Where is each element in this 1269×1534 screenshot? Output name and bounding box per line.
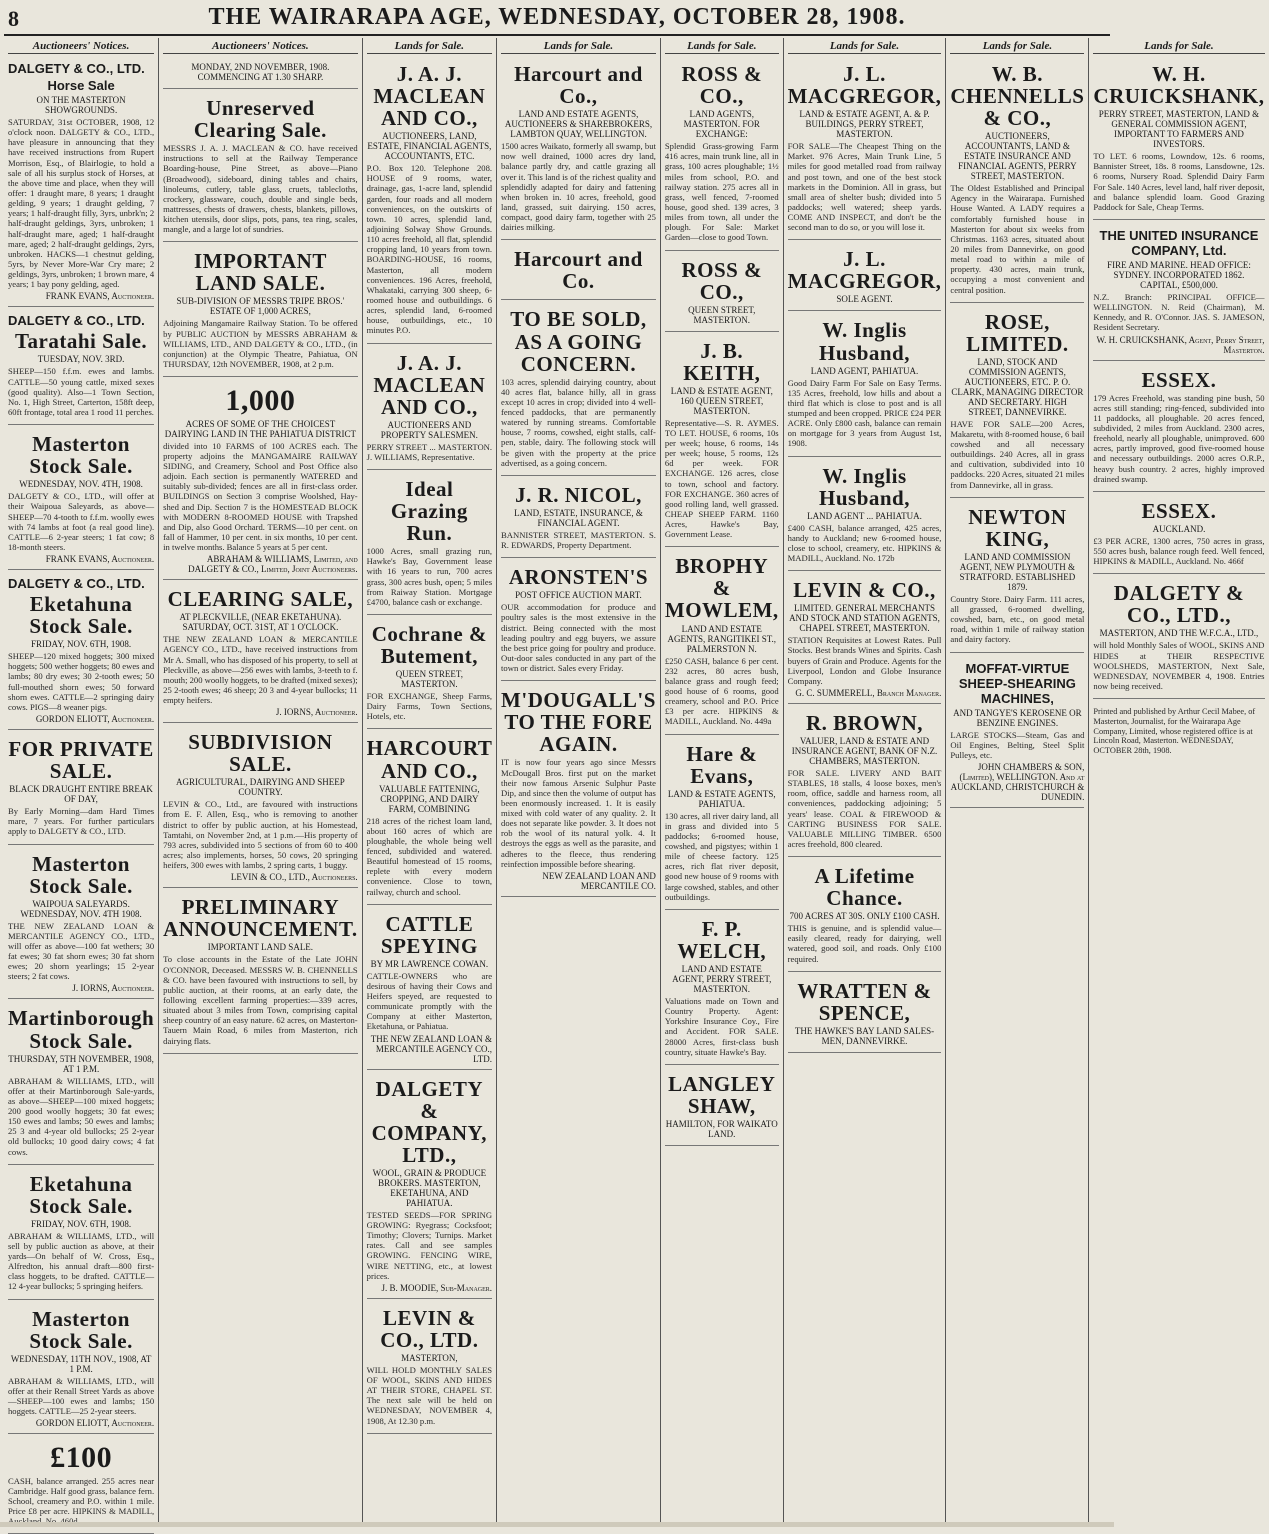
ad-title: BROPHY & MOWLEM, [664, 554, 779, 623]
ad-title: CLEARING SALE, [167, 587, 354, 612]
ad-body: 103 acres, splendid dairying country, about 40 acres flat, balance hilly, all in grass except 10 acres in crop; divided into 4 well-fenced paddocks, that are permanently watered by running streams. Comfortable house, 7 rooms, cowshed, eight stalls, calf-pen, stable, dairy. The following stock will be given with the property at the price advertised, as a going concern. [501, 376, 656, 468]
advertisement [1093, 495, 1264, 574]
column-2 [159, 38, 363, 1523]
advertisement [8, 310, 154, 425]
advertisement [665, 254, 779, 332]
ad-title: LANGLEY SHAW, [668, 1071, 776, 1118]
ad-body: STATION Requisites at Lowest Rates. Pull Stocks. Best brands Wines and Spirits. Cash buyers of Grain and Produce. Agents for the Liverpool, London and Globe Insurance Company. [787, 635, 942, 686]
ad-body: Splendid Grass-growing Farm 416 acres, main trunk line, all in grass, 100 acres ploughable; 1½ miles from school, P.O. and railway station. 275 acres all in grass, well fenced, 7-roomed house, good shed. 139 acres, 3 miles from town, all under the plough. For Sale: Market Garden—close to good Town. [664, 141, 779, 243]
column-heading: Auctioneers' Notices. [163, 40, 358, 54]
ad-body: HAVE FOR SALE—200 Acres, Makaretu, with 8-roomed house, 6 bail cowshed and all necessary outbuildings. 240 Acres, all in grass and cultivation, subdivided into 10 paddocks. 220 Acres, situated 21 miles from Dannevirke, all in grass. [950, 418, 1085, 490]
advertisement [665, 1068, 779, 1146]
ad-subtitle: 700 ACRES AT 30S. ONLY £100 CASH. [789, 911, 940, 922]
masthead [0, 0, 1114, 38]
ad-body: MESSRS J. A. J. MACLEAN & CO. have received instructions to sell at the Railway Temperance Boarding-house, Pine Street, as above—Piano (Broadwood), sideboard, dining tables and chairs, linoleums, cutlery, table glass, cruets, tablecloths, crockery, glassware, couch, double and single beds, mattresses, chests of drawers, chests, blankets, pillows, kitchen utensils, door slips, pots, pans, tea ring, scales, mangle, and a large lot of sundries. [163, 143, 358, 235]
ad-title: Hare & Evans, [686, 741, 758, 788]
advertisement [8, 58, 154, 307]
ad-subtitle: IMPORTANT LAND SALE. [207, 942, 314, 953]
ad-title: Cochrane & Butement, [371, 621, 487, 668]
ad-body: ABRAHAM & WILLIAMS, LTD., will offer at their Martinborough Sale-yards, as above—SHEEP—100 mixed hoggets; 200 good woolly hoggets; 30 fat ewes; 150 ewes and lambs; 50 ewes and lambs; 25 3 and 4-year old bullocks; 25 2-year old bullocks; 10 good dairy cows; 4 fat cows. [8, 1075, 155, 1157]
ad-subtitle: POST OFFICE AUCTION MART. [515, 590, 642, 601]
ad-title: J. R. NICOL, [515, 482, 642, 507]
page-edge [0, 1522, 1114, 1527]
ad-subtitle: LAND AND ESTATE AGENTS, RANGITIKEI ST., PALMERSTON N. [667, 623, 777, 654]
ad-subtitle: LAND AGENT, PAHIATUA. [810, 365, 919, 376]
advertisement [788, 860, 942, 972]
advertisement [665, 913, 779, 1065]
ad-subtitle: LAND AND COMMISSION AGENT, NEW PLYMOUTH & STRATFORD. ESTABLISHED 1879. [959, 551, 1076, 592]
advertisement [788, 707, 942, 857]
advertisement [8, 428, 154, 570]
ad-body: 1000 Acres, small grazing run, Hawke's Bay, Government lease with 16 years to run, 700 acres grass, 300 acres bush, open; 5 miles from Raiway Station. Mortgage £4700, balance cash or exchange. [366, 546, 493, 607]
ad-body: CASH, balance arranged. 255 acres near Cambridge. Half good grass, balance fern. School, creamery and P.O. within 1 mile. Price £8 per acre. HIPKINS & MADILL, [8, 1475, 155, 1517]
advertisement [163, 891, 358, 1053]
ad-subtitle: TUESDAY, NOV. 3RD. [37, 354, 125, 365]
ad-signature: J. B. MOODIE, Sub-Manager. [381, 1282, 493, 1293]
column-heading: Auctioneers' Notices. [8, 40, 154, 54]
advertisement [367, 618, 492, 730]
ad-title: TO BE SOLD, AS A GOING CONCERN. [510, 307, 647, 376]
ad-body: ABRAHAM & WILLIAMS, LTD., will offer at their Renall Street Yards as above—SHEEP—100 ewes and lambs; 150 hoggets. CATTLE—25 2-year steers. [8, 1375, 155, 1417]
ad-subtitle: BLACK DRAUGHT ENTIRE BREAK OF DAY, [9, 784, 153, 805]
ad-title: £100 [50, 1441, 113, 1475]
ad-subtitle: LAND AND ESTATE AGENTS, AUCTIONEERS & SHAREBROKERS, LAMBTON QUAY, WELLINGTON. [504, 109, 653, 140]
ad-subtitle: HAMILTON, FOR WAIKATO LAND. [665, 1118, 778, 1139]
ad-title: J. A. J. MACLEAN AND CO., [373, 62, 486, 131]
ad-signature: J. IORNS, Auctioneer. [72, 983, 155, 994]
ad-subtitle: QUEEN STREET, MASTERTON. [688, 304, 756, 325]
advertisement [367, 347, 492, 470]
advertisement [163, 58, 358, 89]
advertisement [163, 245, 358, 377]
ad-body: LEVIN & CO., Ltd., are favoured with instructions from E. F. Allen, Esq., who is removing to another district to offer by public auction, at his Homestead, Tamtahi, on November 2nd, at 1 p.m.—His property of 793 acres, subdivided into 5 sections of from 60 to 400 acres; also implements, horses, 50 cows, 20 springing heifers, 300 ewes with lambs, 2 spring carts, 1 buggy. [163, 799, 358, 871]
ad-title: A Lifetime Chance. [814, 864, 915, 911]
column-8 [1089, 38, 1268, 1523]
ad-title: SUBDIVISION SALE. [188, 730, 333, 777]
column-heading: Lands for Sale. [1093, 40, 1264, 54]
ad-subtitle: SOLE AGENT. [836, 294, 893, 305]
advertisement [1093, 577, 1264, 699]
ad-subtitle: LAND, ESTATE, INSURANCE, & FINANCIAL AGENT. [514, 507, 643, 528]
ad-signature: GORDON ELIOTT, Auctioneer. [35, 1418, 155, 1429]
ad-subtitle: AUCTIONEERS AND PROPERTY SALESMEN. [380, 419, 478, 440]
ad-subtitle: LAND & ESTATE AGENT, 160 QUEEN STREET, MASTERTON. [670, 385, 773, 416]
ad-body: Good Dairy Farm For Sale on Easy Terms. 135 Acres, freehold, low hills and about a third flat which is close to post and is all stumped and been cropped. PRICE £24 PER ACRE. Only £800 cash, balance can remain on mortgage for 3 years from August 1st, 1908. [787, 377, 942, 449]
advertisement [1093, 58, 1264, 220]
column-3 [363, 38, 497, 1523]
advertisement [665, 335, 779, 548]
ad-subtitle: QUEEN STREET, MASTERTON. [395, 669, 464, 690]
ad-subtitle: SUB-DIVISION OF MESSRS TRIPE BROS.' ESTATE OF 1,000 ACRES, [176, 296, 345, 317]
ad-title: Horse Sale [47, 78, 115, 93]
ad-title: HARCOURT AND CO., [366, 736, 493, 783]
advertisement [788, 574, 942, 704]
ad-body: 130 acres, all river dairy land, all in grass and divided into 5 paddocks; 6-roomed house, cowshed, and pigstyes; within 1 mile of cheese factory. 125 acres, rich flat river deposit, good new house of 9 rooms with large cowshed, stables, and other outbuildings. [664, 810, 779, 902]
ad-title: F. P. WELCH, [677, 916, 767, 963]
advertisement [163, 726, 358, 888]
ad-title: Eketahuna Stock Sale. [29, 1171, 133, 1218]
ad-signature: FRANK EVANS, Auctioneer. [45, 554, 155, 565]
ad-title: ARONSTEN'S [508, 565, 649, 590]
ad-body: By Early Morning—dam Hard Times mare, 7 years. For further particulars apply to DALGETY & CO., LTD. [8, 806, 155, 837]
ad-body: Adjoining Mangamaire Railway Station. To be offered by PUBLIC AUCTION by MESSRS ABRAHAM & WILLIAMS, LTD., AND DALGETY & CO., LTD., (in conjunction) at the Olympic Theatre, Pahiatua, ON THURSDAY, 12th NOVEMBER, 1908, at 2 p.m. [163, 318, 358, 370]
advertisement [163, 92, 358, 242]
advertisement [950, 501, 1084, 653]
ad-signature: THE NEW ZEALAND LOAN & MERCANTILE AGENCY CO., LTD. [370, 1033, 493, 1064]
ad-subtitle: AUCTIONEERS, LAND, ESTATE, FINANCIAL AGENTS, ACCOUNTANTS, ETC. [367, 131, 492, 162]
ad-title: Masterton Stock Sale. [29, 851, 133, 898]
column-5 [661, 38, 784, 1523]
column-heading: Lands for Sale. [501, 40, 656, 54]
ad-subtitle: FIRE AND MARINE. HEAD OFFICE: SYDNEY. INCORPORATED 1862. CAPITAL, £500,000. [1107, 259, 1251, 290]
advertisement [163, 583, 358, 723]
column-6 [784, 38, 947, 1523]
ad-title: W. B. CHENNELLS & CO., [950, 62, 1085, 131]
advertisement [501, 561, 656, 681]
advertisement [8, 848, 154, 1000]
ad-subtitle: LAND AGENTS, MASTERTON. FOR EXCHANGE: [683, 109, 760, 140]
ad-body: SHEEP—150 f.f.m. ewes and lambs. CATTLE—50 young cattle, mixed sexes (good quality). Also—1 Town Section, No. 1, High Street, Carterton, 158ft deep, 60ft frontage, total area 1 rood 11 perches. [8, 366, 155, 417]
advertisement [501, 684, 656, 897]
ad-signature: J. IORNS, Auctioneer. [275, 707, 358, 718]
ad-body: Country Store. Dairy Farm. 111 acres, all grassed, 6-roomed dwelling, cowshed, barn, etc., on good metal road, within 1 mile of railway station and dairy factory. [950, 593, 1085, 645]
ad-title: W. Inglis Husband, [819, 318, 910, 365]
ad-title: J. A. J. MACLEAN AND CO., [373, 350, 486, 419]
ad-title: W. H. CRUICKSHANK, [1093, 62, 1265, 109]
ad-body: BANNISTER STREET, MASTERTON. S. R. EDWARDS, Property Department. [501, 529, 656, 551]
ad-title: ROSS & CO., [681, 257, 763, 304]
ad-body: FOR EXCHANGE, Sheep Farms, Dairy Farms, Town Sections, Hotels, etc. [366, 691, 493, 722]
ad-body: IT is now four years ago since Messrs McDougall Bros. first put on the market their now famous Arsenic Sulphur Paste Dip, and since then the volume of output has been enormously increased. 1. It is easily mixed with cold water of any quality. 2. It does not separate like powder. 3. It does not rob the wool of its natural yolk. 4. It destroys the eggs as well as the parasite, and adheres to the fleece, thus rendering reinfection impossible before shearing. [501, 757, 656, 869]
ad-title: 1,000 [225, 384, 296, 418]
ad-title: Masterton Stock Sale. [29, 1306, 133, 1353]
advertisement [1093, 364, 1264, 492]
ad-body: PERRY STREET ... MASTERTON. J. WILLIAMS, Representative. [366, 441, 493, 462]
ad-title: DALGETY & CO., LTD., [1113, 581, 1245, 628]
ad-subtitle: VALUER, LAND & ESTATE AND INSURANCE AGENT, BANK OF N.Z. CHAMBERS, MASTERTON. [791, 735, 938, 766]
column-4 [497, 38, 661, 1523]
advertisement [788, 460, 942, 572]
ad-body: £400 CASH, balance arranged, 425 acres, handy to Auckland; new 6-roomed house, close to school, creamery, etc. HIPKINS & MADILL, Auckland. No. 172b [787, 522, 942, 564]
ad-body: FOR SALE. LIVERY AND BAIT STABLES, 18 stalls, 4 loose boxes, men's room, office, saddle and harness room, all conveniences, paddocking adjoining; 5 years' lease. COAL & FIREWOOD & CARTING BUSINESS FOR SALE. VALUABLE MILLING TIMBER. 6500 acres freehold, 800 cleared. [787, 767, 942, 849]
ad-subtitle: BY MR LAWRENCE COWAN. [370, 958, 489, 969]
ad-signature: JOHN CHAMBERS & SON, (Limited), WELLINGTON. And at AUCKLAND, CHRISTCHURCH & DUNEDIN. [950, 761, 1085, 802]
ad-title: Taratahi Sale. [14, 329, 148, 354]
ad-body: 1500 acres Waikato, formerly all swamp, but now well drained, 1000 acres dry land, balance partly dry, and cattle grazing all over it. This land is of the richest quality and splendidly adapted for dairy and fattening when broken in. 10 acres, freehold, good land, grassed, suit dairying. 150 acres, compact, good dairy farm, together with 25 dairies milking. [501, 141, 656, 233]
ad-subtitle: WEDNESDAY, 11TH NOV., 1908, AT 1 P.M. [10, 1353, 152, 1374]
ad-subtitle: LAND AGENT ... PAHIATUA. [807, 510, 922, 521]
ad-title: Unreserved Clearing Sale. [193, 96, 327, 143]
advertisement [8, 1303, 154, 1435]
advertisement [8, 1437, 154, 1534]
ad-body: LARGE STOCKS—Steam, Gas and Oil Engines, Belting, Steel Split Pulleys, etc. [950, 729, 1085, 760]
advertisement [501, 479, 656, 558]
advertisement [950, 656, 1084, 808]
page-number: 8 [8, 6, 19, 31]
ad-body: WILL HOLD MONTHLY SALES OF WOOL, SKINS AND HIDES AT THEIR STORE, CHAPEL ST. The next sale will be held on WEDNESDAY, NOVEMBER 4, 1908, At 12.30 p.m. [366, 1364, 493, 1426]
ad-firm: DALGETY & CO., LTD. [8, 61, 145, 76]
ad-title: THE UNITED INSURANCE COMPANY, Ltd. [1099, 227, 1259, 258]
advertisement [788, 314, 942, 456]
page-columns [4, 38, 1265, 1523]
ad-title: ESSEX. [1141, 498, 1217, 523]
ad-title: Martinborough Stock Sale. [8, 1006, 155, 1053]
ad-title: IMPORTANT LAND SALE. [193, 249, 327, 296]
ad-title: Harcourt and Co. [514, 247, 643, 294]
advertisement [367, 58, 492, 344]
ad-body: To close accounts in the Estate of the Late JOHN O'CONNOR, Deceased. MESSRS W. B. CHENNELLS & CO. have been favoured with instructions to sell, by public auction, at their rooms, at an early date, the following excellent farming properties:—339 acres, situated about 3 miles from Town, comprising capital sheep country of an easy nature. 62 acres, on Masterton-Tauern Main Road, 6 miles from Masterton, rich dairying flats. [163, 954, 358, 1046]
ad-title: M'DOUGALL'S TO THE FORE AGAIN. [501, 688, 656, 757]
ad-signature: G. C. SUMMERELL, Branch Manager. [795, 687, 942, 698]
ad-body: ABRAHAM & WILLIAMS, LTD., will sell by public auction as above, at their yards—On behalf of W. Cross, Esq., Alfredton, his annual draft—800 first-class hoggets, to be drafted. CATTLE—12 4-year bullocks; 5 springing heifers. [8, 1230, 155, 1292]
ad-title: Masterton Stock Sale. [29, 432, 133, 479]
ad-title: J. B. KEITH, [683, 338, 761, 385]
advertisement [788, 58, 942, 240]
ad-subtitle: AUCTIONEERS, ACCOUNTANTS, LAND & ESTATE INSURANCE AND FINANCIAL AGENTS, PERRY STREET, MASTERTON. [958, 131, 1077, 182]
ad-body: SATURDAY, 31st OCTOBER, 1908, 12 o'clock noon. DALGETY & CO., LTD., have pleasure in announcing that they have received instructions from Rupert Morrison, Esq., of Blairlogie, to hold a sale of all his surplus stock of Horses, at the above time and place, when they will offer: 1 draught mare, 8 years; 1 draught gelding, 9 years; 1 draught gelding, 7 years; 1 half-draught filly, 3yrs, unbrk'n; 2 half-draught geldings, 3yrs, unbroken; 1 half-draught mare, aged; 1 half-draught mare, aged; 2 half-draught geldings, 2yrs, unbroken. HACKS—1 chestnut gelding, 5yrs, by Never More-War Cry mare; 2 geldings, 3yrs, unbroken; 1 brown mare, 4 years; 1 bay pony gelding, aged. [8, 117, 155, 290]
ad-signature: ABRAHAM & WILLIAMS, Limited, and DALGETY & CO., Limited, Joint Auctioneers. [188, 554, 358, 575]
ad-subtitle: AUCKLAND. [1152, 523, 1206, 534]
ad-title: FOR PRIVATE SALE. [8, 737, 154, 784]
advertisement [501, 303, 656, 475]
column-heading: Lands for Sale. [367, 40, 492, 54]
ad-body: THE NEW ZEALAND LOAN & MERCANTILE AGENCY CO., LTD., have received instructions from Mr A. Small, who has disposed of his property, to sell at Pleckville, as above—256 ewes with lambs, 3-teeth to f. mouth; 200 woolly hoggets, to be drafted (mixed sexes); 25 2-tooth ewes; 46 sheep; 20 3 and 4-year bullocks; 11 empty heifers. [163, 634, 358, 706]
ad-subtitle: FRIDAY, NOV. 6TH, 1908. [31, 639, 132, 650]
column-7 [946, 38, 1089, 1523]
ad-title: Eketahuna Stock Sale. [29, 592, 133, 639]
ad-title: WRATTEN & SPENCE, [797, 978, 932, 1025]
ad-body: TO LET. 6 rooms, Lowndow, 12s. 6 rooms, Bannister Street, 18s. 8 rooms, Lansdowne, 12s. 6 rooms, Nursery Road. Splendid Dairy Farm For Sale. 140 Acres, level land, half river deposit, and balance splendid loam. Good Grazing Paddock for Sale, Cheap Terms. [1093, 151, 1265, 212]
advertisement [163, 380, 358, 580]
ad-title: W. Inglis Husband, [819, 463, 910, 510]
advertisement [950, 306, 1084, 498]
ad-title: DALGETY & COMPANY, LTD., [371, 1076, 488, 1167]
ad-title: Ideal Grazing Run. [390, 476, 468, 546]
ad-title: NEWTON KING, [968, 504, 1067, 551]
ad-subtitle: MASTERTON, AND THE W.F.C.A., LTD., [1099, 628, 1259, 639]
advertisement [367, 732, 492, 904]
advertisement [367, 1073, 492, 1299]
ad-title: Harcourt and Co., [514, 62, 643, 109]
advertisement [367, 908, 492, 1070]
ad-body: CATTLE-OWNERS who are desirous of having their Cows and Heifers speyed, are requested to communicate promptly with the Company at either Masterton, Eketahuna, or Pahiatua. [366, 970, 493, 1032]
ad-body: £3 PER ACRE, 1300 acres, 750 acres in grass, 550 acres bush, balance rough feed. Well fenced, HIPKINS & MADILL, Auckland. No. 466f [1093, 535, 1265, 567]
ad-title: ROSE, LIMITED. [966, 309, 1069, 356]
advertisement [367, 1302, 492, 1434]
ad-subtitle: LAND AND ESTATE AGENT, PERRY STREET, MASTERTON. [672, 963, 772, 994]
ad-subtitle: WAIPOUA SALEYARDS. WEDNESDAY, NOV. 4TH 1908. [20, 898, 142, 919]
ad-signature: W. H. CRUICKSHANK, Agent, Perry Street, Masterton. [1096, 334, 1265, 355]
advertisement [665, 550, 779, 734]
ad-subtitle: AT PLECKVILLE, (NEAR EKETAHUNA). SATURDAY, OCT. 31ST, AT 1 O'CLOCK. [179, 612, 342, 633]
ad-signature: GORDON ELIOTT, Auctioneer. [35, 714, 155, 725]
ad-subtitle: LAND & ESTATE AGENT, A. & P. BUILDINGS, PERRY STREET, MASTERTON. [799, 109, 930, 140]
ad-body: Representative—S. R. AYMES. TO LET. HOUSE, 6 rooms, 10s per week; house, 6 rooms, 14s per week; house, 5 rooms, 12s 6d per week. FOR EXCHANGE. 126 acres, close to town, school and factory. FOR EXCHANGE. 360 acres of good rolling land, well grassed. CHEAP SHEEP FARM. 1160 Acres, Hawke's Bay, Government Lease. [664, 417, 779, 540]
ad-subtitle: PERRY STREET, MASTERTON, LAND & GENERAL COMMISSION AGENT, IMPORTANT TO FARMERS AND INVESTORS. [1098, 109, 1260, 150]
advertisement [788, 975, 942, 1053]
ad-subtitle: WEDNESDAY, NOV. 4TH, 1908. [19, 479, 143, 490]
ad-subtitle: WOOL, GRAIN & PRODUCE BROKERS. MASTERTON, EKETAHUNA, AND PAHIATUA. [372, 1167, 487, 1208]
ad-body: THE NEW ZEALAND LOAN & MERCANTILE AGENCY CO., LTD., will offer as above—100 fat wethers; 30 fat ewes; 30 fat shorn ewes; 30 fat shorn ewes; 20 shorn yearlings; 15 2-year steers; 2 fat cows. [8, 920, 155, 982]
ad-signature: NEW ZEALAND LOAN AND MERCANTILE CO. [542, 870, 656, 891]
ad-subtitle: VALUABLE FATTENING, CROPPING, AND DAIRY FARM, COMBINING [379, 783, 480, 814]
ad-title: ROSS & CO., [681, 62, 763, 109]
ad-title: J. L. MACGREGOR, [787, 247, 942, 294]
ad-body: divided into 10 FARMS of 100 ACRES each. The property adjoins the MANGAMAIRE RAILWAY SIDING, and Creamery, School and Post Office also adjoin. Each section is permanently WATERED and suitably sub-divided; fences are all in first-class order. BUILDINGS on Section 3 comprise Woolshed, Hay-shed and Dip. Section 7 is the HOMESTEAD BLOCK with MODERN 8-ROOMED HOUSE with Trapshed and Dip, also Good Orchard. TERMS—10 per cent. on fall of Hammer, 10 per cent. in six months, 10 per cent. in twelve months. Balance 5 years at 5 per cent. [163, 440, 358, 553]
advertisement [788, 243, 942, 311]
advertisement [1093, 223, 1264, 361]
ad-body: 179 Acres Freehold, was standing pine bush, 50 acres still standing; ring-fenced, subdivided into 11 paddocks, all ploughable. 20 acres fenced, subdivided, 2 miles from Auckland. 2300 acres, freehold, nearly all ploughable, unimproved. 600 acres, partly improved, good five-roomed house and necessary outbuildings. 2000 acres O.R.P., heavy bush country. 2 acres, highly improved drained swamp. [1093, 392, 1265, 484]
ad-subtitle: THURSDAY, 5TH NOVEMBER, 1908, AT 1 P.M. [8, 1053, 154, 1074]
ad-body: FOR SALE—The Cheapest Thing on the Market. 976 Acres, Main Trunk Line, 5 miles for good metalled road from railway and post town, and one of the best stock markets in the Dominion. All in grass, but small area of shelter bush; divided into 5 paddocks; well watered; sheep yards. COME AND INSPECT, and don't be the second man to do so, or you will lose it. [787, 141, 942, 233]
ad-subtitle: FRIDAY, NOV. 6TH, 1908. [31, 1218, 132, 1229]
ad-body: Valuations made on Town and Country Property. Agent: Yorkshire Insurance Coy., Fire and Accident. FOR SALE. 28000 Acres, first-class bush country, situate Hawke's Bay. [664, 995, 779, 1057]
ad-body: The Oldest Established and Principal Agency in the Wairarapa. Furnished House Wanted. A LADY requires a comfortably furnished house in Masterton for about six weeks from Christmas. 1163 acres, situated about 20 miles from Dannevirke, on good metal road to within a mile of property. 430 acres, main trunk, occupying a most convenient and central position. [950, 183, 1085, 295]
ad-body: P.O. Box 120. Telephone 208. HOUSE of 9 rooms, water, drainage, gas, 1-acre land, splendid garden, four roads and all modern conveniences, on the outskirts of town. 10 acres, splendid land, adjoining Solway Show Grounds. 110 acres freehold, all flat, splendid cropping land, 10 years from town. BOARDING-HOUSE, 16 rooms, Masterton, all modern conveniences. 196 Acres, freehold, Whakataki, carrying 300 sheep, 6-roomed house and outbuildings. 6 acres, splendid land, 6-roomed house, outbuildings, etc., 10 minutes P.O. [366, 163, 493, 336]
ad-body: £250 CASH, balance 6 per cent. 232 acres, 80 acres bush, balance grass and rough feed; good house of 6 rooms, good creamery, school and P.O. Price £3 per acre. HIPKINS & MADILL, Auckland. No. 449a [664, 655, 779, 727]
ad-subtitle: MONDAY, 2ND NOVEMBER, 1908. COMMENCING AT 1.30 SHARP. [191, 62, 330, 82]
newspaper-title: THE WAIRARAPA AGE, WEDNESDAY, OCTOBER 28, 1908. [208, 4, 906, 30]
column-heading: Lands for Sale. [665, 40, 779, 54]
ad-title: LEVIN & CO., LTD. [380, 1305, 479, 1352]
ad-title: J. L. MACGREGOR, [787, 62, 942, 109]
ad-subtitle: AND TANGYE'S KEROSENE OR BENZINE ENGINES. [953, 707, 1082, 728]
ad-subtitle: LAND & ESTATE AGENTS, PAHIATUA. [667, 788, 776, 809]
ad-subtitle: THE HAWKE'S BAY LAND SALES-MEN, DANNEVIRKE. [794, 1025, 935, 1046]
imprint: Printed and published by Arthur Cecil Mabee, of Masterton, Journalist, for the Wairarapa Age Company, Limited, whose registered office is at Lincoln Road, Masterton. WEDNESDAY, OCTOBER 28th, 1908. [1093, 707, 1256, 755]
ad-title: LEVIN & CO., [793, 578, 936, 603]
advertisement [665, 738, 779, 910]
ad-body: THIS is genuine, and is splendid value—easily cleared, ready for dairying, well watered, good soil, and roads. Only £100 required. [787, 923, 942, 964]
advertisement [665, 58, 779, 251]
advertisement [501, 243, 656, 300]
ad-subtitle: ON THE MASTERTON SHOWGROUNDS. [36, 95, 126, 115]
advertisement [501, 58, 656, 240]
ad-subtitle: AGRICULTURAL, DAIRYING AND SHEEP COUNTRY. [176, 777, 345, 798]
advertisement [8, 1002, 154, 1164]
advertisement [8, 573, 154, 730]
ad-body: N.Z. Branch: PRINCIPAL OFFICE—WELLINGTON. N. Reid (Chairman), M. Kennedy, and R. O'Connor. JAS. S. JAMESON, Resident Secretary. [1093, 291, 1265, 333]
ad-body: SHEEP—120 mixed hoggets; 300 mixed hoggets; 500 wether hoggets; 80 ewes and lambs; 80 dry ewes; 30 2-tooth ewes; 50 full-mouthed shorn ewes; 50 forward shorn ewes. CATTLE—2 springing dairy cows. PIGS—8 weaner pigs. [8, 651, 155, 712]
column-1 [4, 38, 159, 1523]
ad-subtitle: ACRES OF SOME OF THE CHOICEST DAIRYING LAND IN THE PAHIATUA DISTRICT [164, 418, 357, 439]
advertisement [8, 1168, 154, 1300]
ad-signature: LEVIN & CO., LTD., Auctioneers. [230, 872, 358, 883]
ad-subtitle: LIMITED. GENERAL MERCHANTS AND STOCK AND STATION AGENTS, CHAPEL STREET, MASTERTON. [789, 603, 940, 634]
advertisement [8, 733, 154, 845]
ad-subtitle: MASTERTON, [401, 1352, 458, 1363]
masthead-rule [4, 34, 1110, 36]
ad-title: CATTLE SPEYING [380, 911, 478, 958]
ad-body: TESTED SEEDS—FOR SPRING GROWING: Ryegrass; Cocksfoot; Timothy; Clovers; Turnips. Market rates. Call and see samples GROWING. FENCING WIRE, WIRE NETTING, etc., at lowest prices. [366, 1209, 493, 1281]
ad-subtitle: LAND, STOCK AND COMMISSION AGENTS, AUCTIONEERS, ETC. P. O. CLARK, MANAGING DIRECTOR AND SECRETARY. HIGH STREET, DANNEVIRKE. [951, 356, 1084, 417]
ad-title: ESSEX. [1141, 367, 1217, 392]
column-heading: Lands for Sale. [788, 40, 942, 54]
advertisement [950, 58, 1084, 303]
ad-firm: DALGETY & CO., LTD. [8, 576, 145, 592]
ad-firm: DALGETY & CO., LTD. [8, 313, 145, 329]
ad-signature: FRANK EVANS, Auctioneer. [45, 291, 155, 302]
ad-title: R. BROWN, [805, 710, 924, 735]
column-heading: Lands for Sale. [950, 40, 1084, 54]
ad-title: PRELIMINARY ANNOUNCEMENT. [163, 895, 358, 942]
advertisement [367, 473, 492, 615]
ad-body: OUR accommodation for produce and poultry sales is the most extensive in the district. Being connected with the most leading poultry and egg buyers, we assure the best price going for poultry and produce. Out-door sales conducted in any part of the town or district. Sales every Friday. [501, 602, 656, 674]
ad-body: will hold Monthly Sales of WOOL, SKINS AND HIDES at THEIR RESPECTIVE WOOLSHEDS, MASTERTON, Next Sale, WEDNESDAY, NOVEMBER 4, 1908. Entries now being received. [1093, 640, 1265, 691]
ad-body: DALGETY & CO., LTD., will offer at their Waipoua Saleyards, as above—SHEEP—70 4-tooth to f.f.m. woolly ewes with 74 lambs at foot (a real good line). CATTLE—6 2-year steers; 1 fat cow; 8 18-month steers. [8, 491, 155, 552]
ad-body: 218 acres of the richest loam land, about 160 acres of which are ploughable, the whole being well fenced, subdivided and watered. Beautiful homestead of 15 rooms, replete with every modern convenience. Close to town, railway, church and school. [366, 815, 493, 897]
ad-title: MOFFAT-VIRTUE SHEEP-SHEARING MACHINES, [958, 660, 1076, 706]
